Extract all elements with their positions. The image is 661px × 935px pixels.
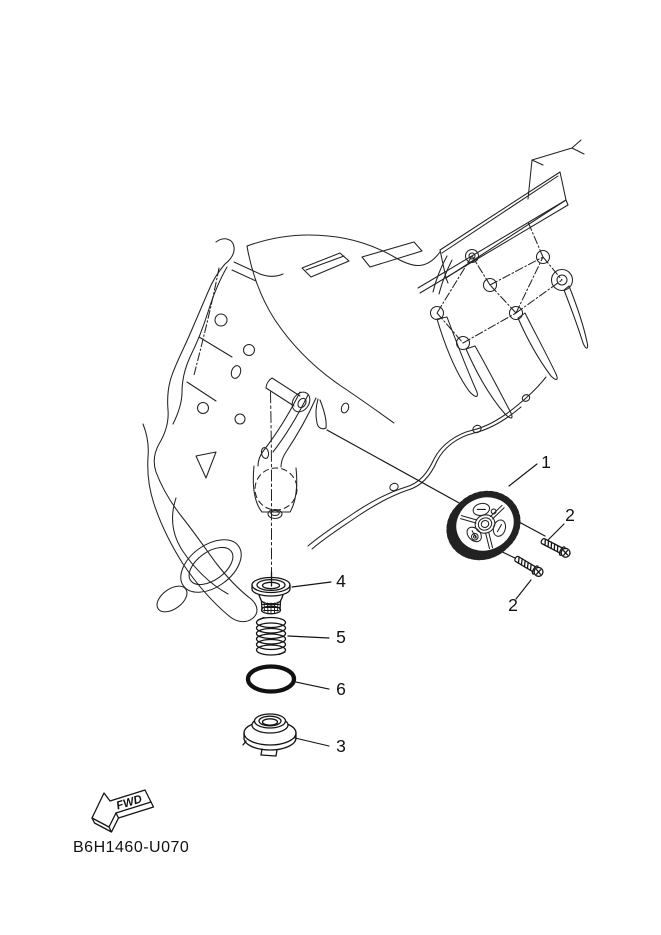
callout-5-leader (288, 636, 329, 638)
callout-3-label: 3 (336, 736, 346, 756)
callout-4-label: 4 (336, 571, 346, 591)
callout-6-label: 6 (336, 679, 346, 699)
callout-5 (288, 627, 346, 647)
gasket-bolt-holes (389, 393, 531, 491)
callout-2-lower-leader (516, 580, 531, 599)
gear-indicator-line (327, 430, 461, 504)
callout-3 (295, 736, 346, 756)
bolt-upper (540, 536, 572, 559)
bolt-lower (513, 554, 545, 578)
assembly-centerline (271, 392, 272, 585)
callout-2-lower-label: 2 (508, 595, 518, 615)
crankcase-drawing (143, 140, 588, 622)
fwd-label: FWD (115, 793, 144, 813)
oil-pump-gear (439, 484, 528, 568)
fwd-arrow (92, 790, 154, 832)
callout-2-upper-leader (548, 524, 564, 540)
callout-1 (509, 452, 551, 486)
callout-3-leader (295, 738, 329, 746)
diagram-code: B6H1460-U070 (73, 839, 190, 856)
callout-1-label: 1 (541, 452, 551, 472)
callout-6 (296, 679, 346, 699)
callout-1-leader (509, 464, 537, 486)
callout-4-leader (292, 582, 331, 587)
callout-2-upper (548, 505, 575, 540)
bracket-holes (152, 314, 254, 617)
callout-5-label: 5 (336, 627, 346, 647)
callout-2-lower (508, 580, 531, 615)
o-ring (248, 667, 294, 692)
strainer-boss (253, 466, 297, 519)
callout-2-upper-label: 2 (565, 505, 575, 525)
strainer-cap (243, 714, 296, 756)
callout-4 (292, 571, 346, 591)
callout-6-leader (296, 682, 329, 689)
compression-spring (257, 618, 286, 656)
